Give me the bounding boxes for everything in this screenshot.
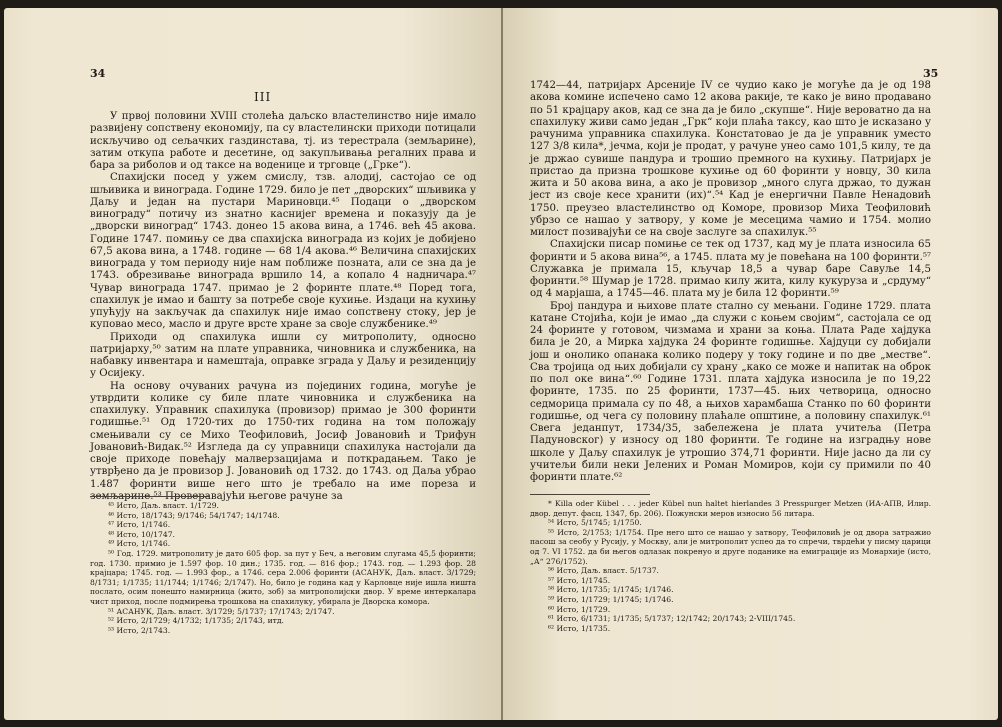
right-page [503,8,998,720]
footnote: ⁴⁵ Исто, Даљ. власт. 1/1729. [108,501,219,510]
footnote-divider [530,494,650,495]
paragraph: У првој половини XVIII столећа даљско властелинство није имало развијену сопствену економију, па су властелински приходи потицали искључиво од сељачких газдинстава, тј. из терестрала (земљарине), затим откупа работе и десетине, од закупљивања регалних права и бара за риболов и од таксе на воденице и трговце („Грке“). [90,111,476,171]
footnote: ⁵³ Исто, 2/1743. [108,625,171,635]
footnote: ⁵⁶ Исто, Даљ. власт. 5/1737. [548,566,659,576]
paragraph: 1742—44, патријарх Арсеније IV се чудио како је могуће да је од 198 акова комине испечено само 12 акова ракије, те како је вино продавано по 51 крајцару аков, кад се зна да је било „скупше“. Није вероватно да на спахилуку живи само један „Грк“ који плаћа таксу, као што је исказано у рачунима управника спахилука. Констатовао је да је управник уместо 127 3/8 кила*, јечма, који је продат, у рачуне унео само 101,5 килу, те да је држао сувише пандура и трошио премного на кухињу. Патријарх је пристао да призна трошкове кухиње од 60 форинти у новцу, 30 кила жита и 50 акова вина, а ако је провизор „много слуга држао, то дужан јест из своје кесе хранити (их)“.⁵⁴ Кад је енергични Павле Ненадовић 1750. преузео властелинство од Коморе, провизор Миха Теофиловић убрзо се нашао у затвору, у коме је месецима чамио и 1754. молио милост позивајући се на своје заслуге за спахилук.⁵⁵ [530,80,931,238]
paragraph: Приходи од спахилука ишли су митрополиту, односно патријарху,⁵⁰ затим на плате управника, чиновника и службеника, на набавку инвентара и намештаја, оправке зграда у Даљу и резиденцију у Осијеку. [90,331,476,380]
footnote: ⁵⁷ Исто, 1/1745. [548,575,611,585]
footnote: ⁵⁴ Исто, 5/1745; 1/1750. [548,518,642,528]
footnote: ⁵⁹ Исто, 1/1729; 1/1745; 1/1746. [548,594,674,604]
footnote: ⁵² Исто, 2/1729; 4/1732; 1/1735; 2/1743, итд. [108,616,284,626]
paragraph: Број пандура и њихове плате стално су мењани. Године 1729. плата катане Стојића, који је имао „да служи с коњем својим“, састојала се од 24 форинте у готовом, чизмама и храни за коња. Плата Раде хајдука била је 20, а Мирка хајдука 24 форинте годишње. Хајдуци су добијали још и онолико опанака колико подеру у току године и по две „местве“. Сва тројица од њих добијали су храну „како се може и напитак на оброк по пол оке вина“.⁶⁰ Године 1731. плата хајдука износила је по 19,22 форинте, 1735. по 25 форинти, 1737—45. њих четворица, односно седморица примала су по 48, а њихов харамбаша Станко по 60 форинти годишње, од чега су половину плаћале општине, а половину спахилук.⁶¹ Свега једанпут, 1734/35, забележена је плата учитеља (Петра Падуновског) у износу од 180 форинти. Те године на изградњу нове школе у Даљу спахилук је утрошио 374,71 форинти. Није јасно да ли су учитељи били неки Јелених и Роман Момиров, који су примили по 40 форинти плате.⁶² [530,300,931,483]
footnote: ⁵¹ АСАНУК, Даљ. власт. 3/1729; 5/1737; 17/1743; 2/1747. [108,606,335,616]
page-number: 34 [90,67,106,80]
page-number: 35 [923,67,939,80]
footnote: ⁵⁸ Исто, 1/1735; 1/1745; 1/1746. [548,585,674,595]
paragraph: Спахијски писар помиње се тек од 1737, кад му је плата износила 65 форинти и 5 акова вина⁵⁶, а 1745. плата му је повећана на 100 форинти.⁵⁷ Служавка је примала 15, кључар 18,5 а чувар баре Савуље 14,5 форинти.⁵⁸ Шумар је 1728. примао килу жита, килу кукуруза и „срдуму“ од 4 марјаша, а 1745—46. плата му је била 12 форинти.⁵⁹ [530,239,931,300]
footnote: ⁴⁸ Исто, 10/1747. [108,529,175,539]
chapter-heading: III [254,90,272,104]
footnote: ⁶² Исто, 1/1735. [548,623,611,633]
footnote-divider [90,496,210,497]
footnote: ⁴⁷ Исто, 1/1746. [108,520,171,530]
right-body-text [530,80,931,484]
left-footnotes [90,501,476,635]
left-body-text [90,111,476,503]
footnote: ⁵⁵ Исто, 2/1753; 1/1754. Пре него што се нашао у затвору, Теофиловић је од двора затражио пасош за сеобу у Русију, у Москву, али је митрополит успео да то спречи, тврдећи у писму царици од 7. VI 1752. да би његов одлазак покренуо и друге поданике на емиграције из Монархије (исто, „А“ 276/1752). [530,527,931,566]
footnote: ⁴⁹ Исто, 1/1746. [108,539,171,549]
paragraph: Спахијски посед у ужем смислу, тзв. алодиј, састојао се од шљивика и винограда. Године 1729. било је пет „дворских“ шљивика у Даљу и један на пустари Мариновци.⁴⁵ Подаци о „дворском винограду“ потичу из знатно каснијег времена и показују да је „дворски виноград“ 1743. донео 15 акова вина, а 1746. већ 45 акова. Године 1747. помињу се два спахијска винограда из којих је добијено 67,5 акова вина, а 1748. године — 68 1/4 акова.⁴⁶ Величина спахијских винограда у том периоду није нам поближе позната, али се зна да је 1743. обрезивање винограда вршило 14, а копало 4 надничара.⁴⁷ Чувар винограда 1747. примао је 2 форинте плате.⁴⁸ Поред тога, спахилук је имао и башту за потребе своје кухиње. Издаци на кухињу упућују на закључак да спахилук није имао сопствену стоку, јер је куповао месо, масло и друге врсте хране за своје службенике.⁴⁹ [90,172,476,331]
footnote: ⁶¹ Исто, 6/1731; 1/1735; 5/1737; 12/1742; 20/1743; 2-VIII/1745. [548,614,796,624]
footnote: ⁵⁰ Год. 1729. митрополиту је дато 605 фор. за пут у Беч, а његовим слугама 45,5 форинти; год. 1730. примио је 1.597 фор. 10 дин.; 1735. год. — 816 фор.; 1743. год. — 1.293 фор. 28 крајцара; 1745. год. — 1.993 фор., а 1746. сера 2.006 форинти (АСАНУК, Даљ. власт. 3/1729; 8/1731; 1/1735; 11/1744; 1/1746; 2/1747). Но, било је година кад у Карловце није ишла ништа послато, осим понешто намирница (жито, зоб) за митрополијски двор. У време интеркалара чист приход, после подмирења трошкова на спахилуку, убирала је Дворска комора. [90,548,476,606]
paragraph: На основу очуваних рачуна из појединих година, могуће је утврдити колике су биле плате чиновника и службеника на спахилуку. Управник спахилука (провизор) примао је 300 форинти годишње.⁵¹ Од 1720-тих до 1750-тих година на том положају смењивали су се Михо Теофиловић, Јосиф Јовановић и Трифун Јовановић-Видак.⁵² Изгледа да су управници спахилука настојали да своје приходе повећају малверзацијама и поткрадањем. Тако је утврђено да је провизор Ј. Јовановић од 1732. до 1743. од Даља убрао 1.487 форинти више него што је требало на име пореза и земљарине.⁵³ Проверавајући његове рачуне за [90,380,476,502]
footnote: * Killa oder Kübel . . . jeder Kübel nun haltet hierlandes 3 Presspurger Metzen (ИА-АПВ, Илир. двор. депут. фасц. 1347, бр. 206). Пожунски меров износио 56 литара. [530,499,931,518]
left-page [4,8,501,720]
footnote: ⁴⁶ Исто, 18/1743; 9/1746; 54/1747; 14/1748. [108,510,280,520]
footnote: ⁶⁰ Исто, 1/1729. [548,604,611,614]
right-footnotes [530,499,931,633]
